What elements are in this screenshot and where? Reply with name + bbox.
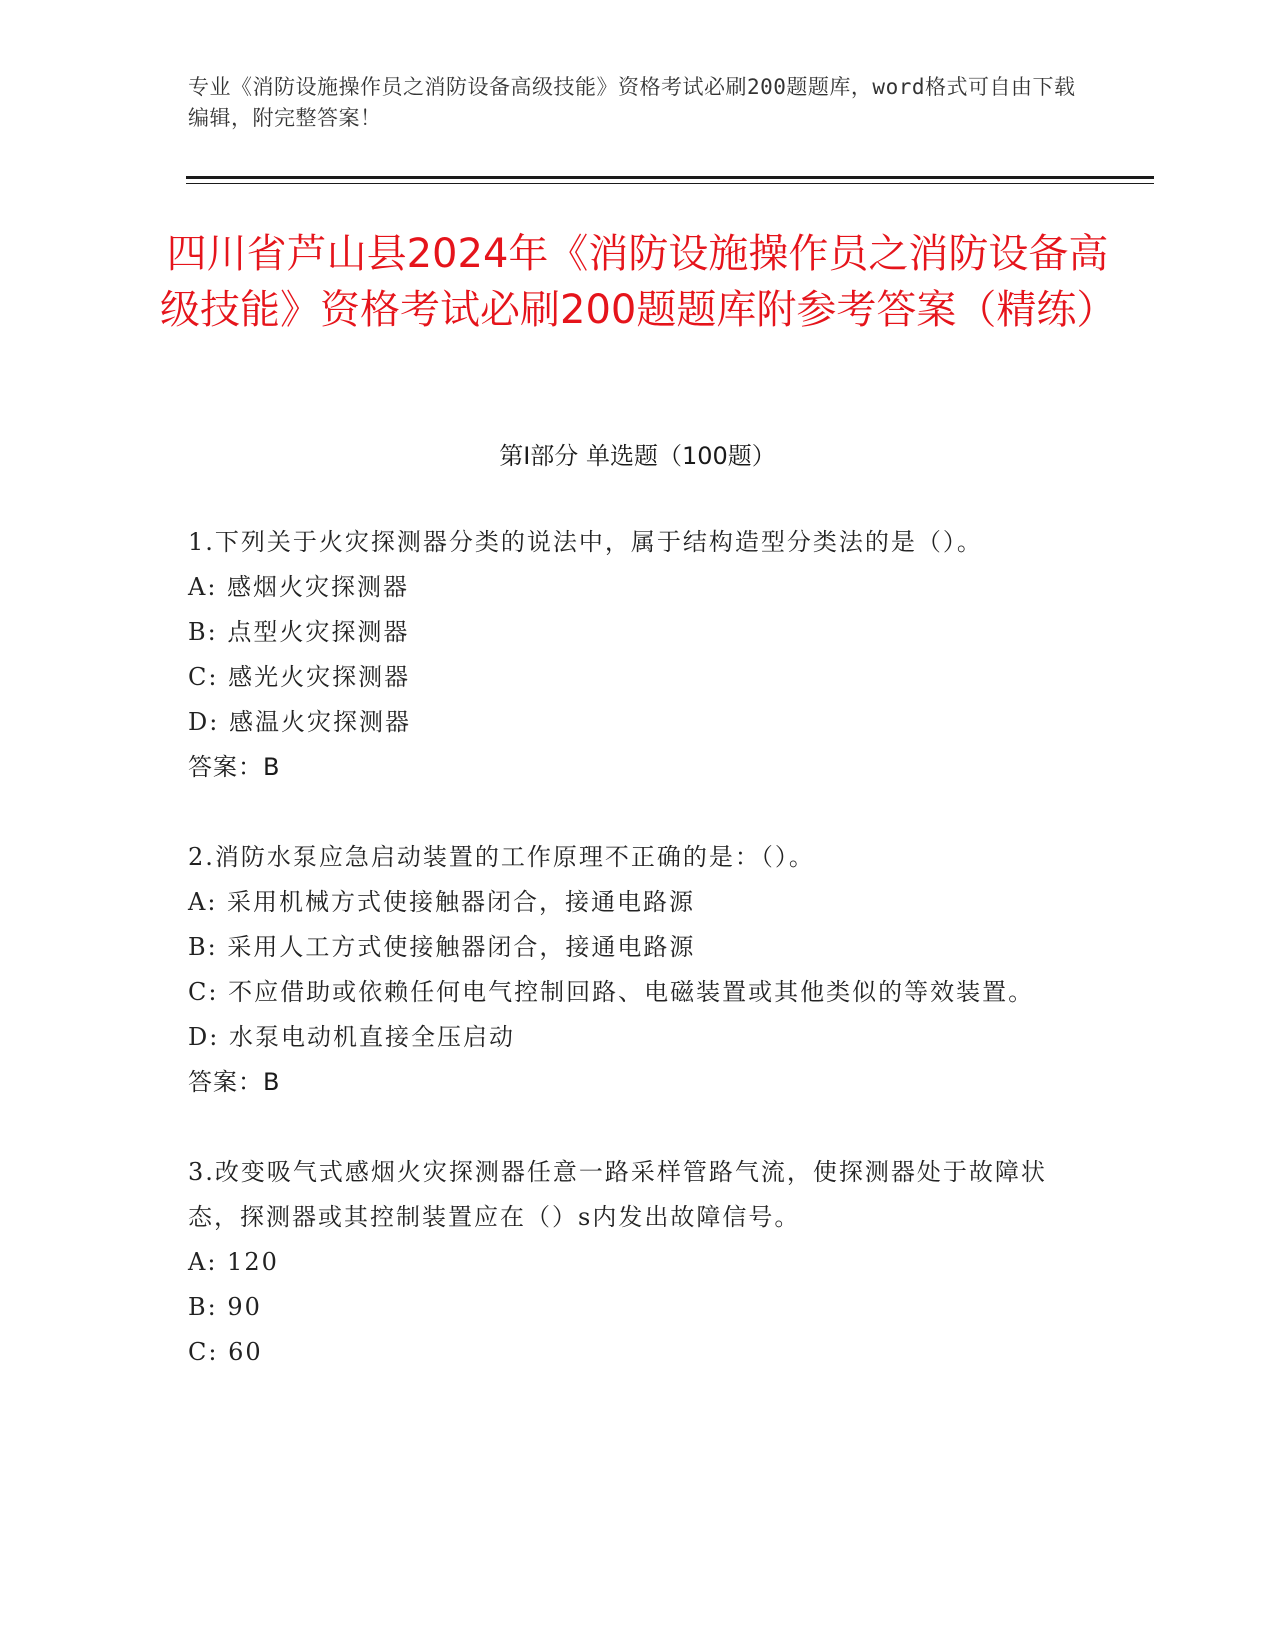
answer: 答案：B	[188, 753, 281, 781]
header-divider-thick	[186, 176, 1154, 179]
question-stem: 1.下列关于火灾探测器分类的说法中，属于结构造型分类法的是（）。	[188, 528, 983, 556]
option-a: A: 感烟火灾探测器	[188, 573, 410, 601]
document-title: 四川省芦山县2024年《消防设施操作员之消防设备高级技能》资格考试必刷200题题库附参考答案（精练）	[160, 231, 1117, 333]
option-b: B: 采用人工方式使接触器闭合，接通电路源	[188, 933, 696, 961]
option-a: A: 采用机械方式使接触器闭合，接通电路源	[188, 888, 696, 916]
option-a: A: 120	[188, 1248, 279, 1276]
header-divider-thin	[186, 183, 1154, 184]
option-c: C: 感光火灾探测器	[188, 663, 411, 691]
question-3	[188, 1150, 1078, 1375]
option-c: C: 不应借助或依赖任何电气控制回路、电磁装置或其他类似的等效装置。	[188, 978, 1035, 1006]
option-c: C: 60	[188, 1338, 263, 1366]
option-b: B: 90	[188, 1293, 262, 1321]
question-2	[188, 835, 1078, 1105]
question-stem: 3.改变吸气式感烟火灾探测器任意一路采样管路气流，使探测器处于故障状态，探测器或其控制装置应在（）s内发出故障信号。	[188, 1158, 1047, 1231]
answer: 答案：B	[188, 1068, 281, 1096]
option-d: D: 感温火灾探测器	[188, 708, 411, 736]
question-stem: 2.消防水泵应急启动装置的工作原理不正确的是：（）。	[188, 843, 815, 871]
option-d: D: 水泵电动机直接全压启动	[188, 1023, 515, 1051]
section-heading: 第I部分 单选题（100题）	[499, 442, 776, 470]
question-1	[188, 520, 1078, 790]
option-b: B: 点型火灾探测器	[188, 618, 410, 646]
header-note: 专业《消防设施操作员之消防设备高级技能》资格考试必刷200题题库，word格式可自由下载编辑，附完整答案！	[188, 75, 1076, 130]
question-list	[188, 520, 1078, 1420]
